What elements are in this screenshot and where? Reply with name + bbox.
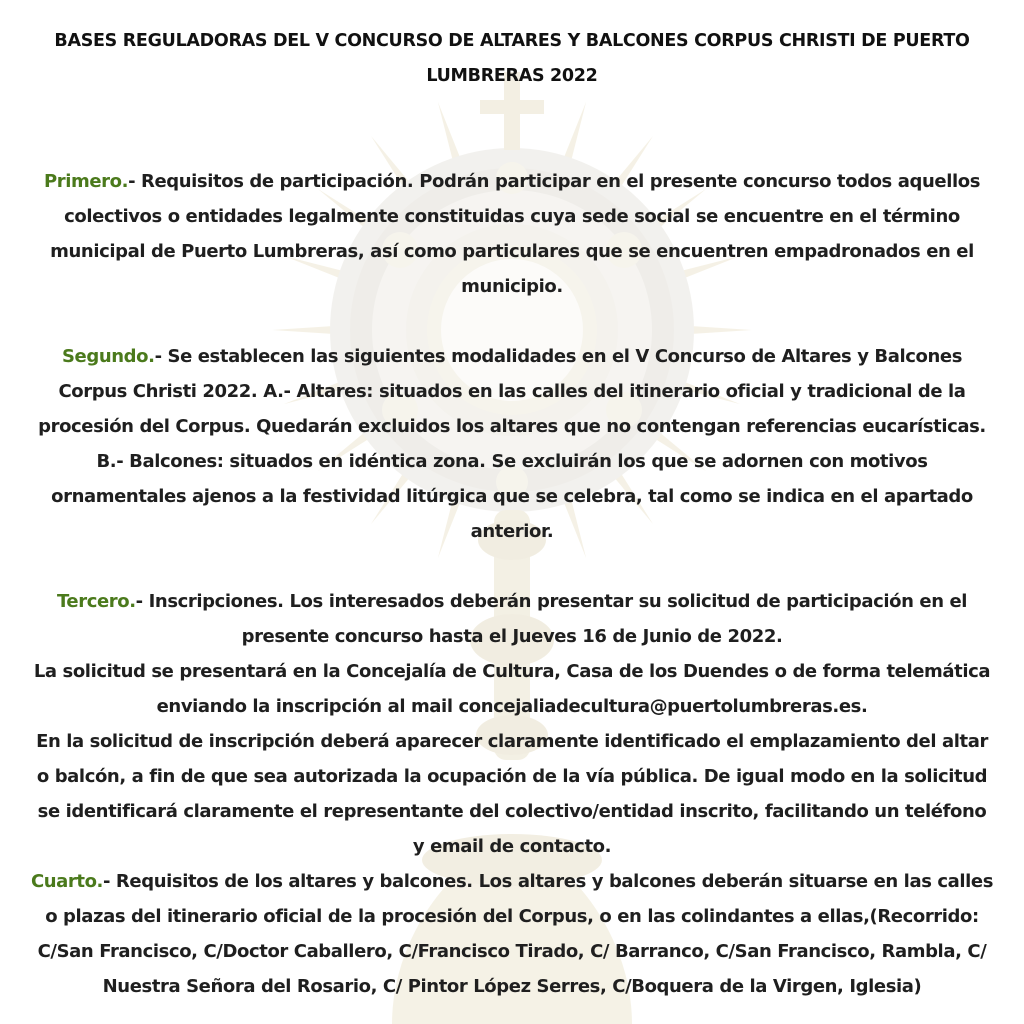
section-line: ornamentales ajenos a la festividad litúrgica que se celebra, tal como se indica en el apartado (51, 486, 973, 507)
section-line-text: - Inscripciones. Los interesados deberán presentar su solicitud de participación en el (135, 591, 968, 612)
section-tercero (22, 584, 1002, 864)
section-line: Nuestra Señora del Rosario, C/ Pintor López Serres, C/Boquera de la Virgen, Iglesia) (102, 976, 922, 997)
section-cuarto (22, 864, 1002, 1004)
section-line: y email de contacto. (412, 836, 612, 857)
section-line (22, 584, 1002, 619)
section-line: colectivos o entidades legalmente constituidas cuya sede social se encuentre en el término (64, 206, 960, 227)
section-line: o balcón, a fin de que sea autorizada la ocupación de la vía pública. De igual modo en la solicitud (36, 766, 988, 787)
section-keyword: Segundo. (61, 346, 155, 367)
title-line: BASES REGULADORAS DEL V CONCURSO DE ALTARES Y BALCONES CORPUS CHRISTI DE PUERTO (54, 31, 970, 51)
section-line: presente concurso hasta el Jueves 16 de Junio de 2022. (241, 626, 783, 647)
section-line: anterior. (470, 521, 554, 542)
document-title (22, 24, 1002, 94)
section-keyword: Primero. (43, 171, 129, 192)
section-line: En la solicitud de inscripción deberá aparecer claramente identificado el emplazamiento del altar (36, 731, 988, 752)
section-line (22, 339, 1002, 374)
section-line-text: - Se establecen las siguientes modalidades en el V Concurso de Altares y Balcones (154, 346, 963, 367)
section-keyword: Cuarto. (30, 871, 103, 892)
document-content (22, 24, 1002, 1004)
section-line-text: - Requisitos de los altares y balcones. Los altares y balcones deberán situarse en las calles (103, 871, 994, 892)
section-primero (22, 164, 1002, 304)
section-line (22, 864, 1002, 899)
section-line: se identificará claramente el representante del colectivo/entidad inscrito, facilitando un teléfono (37, 801, 987, 822)
section-line: Corpus Christi 2022. A.- Altares: situados en las calles del itinerario oficial y tradicional de la (58, 381, 966, 402)
section-line-text: - Requisitos de participación. Podrán participar en el presente concurso todos aquellos (128, 171, 981, 192)
title-line: LUMBRERAS 2022 (426, 66, 598, 86)
section-line: C/San Francisco, C/Doctor Caballero, C/Francisco Tirado, C/ Barranco, C/San Francisco, Rambla, C/ (37, 941, 987, 962)
section-segundo (22, 339, 1002, 549)
section-keyword: Tercero. (56, 591, 136, 612)
section-line (22, 164, 1002, 199)
section-line: municipal de Puerto Lumbreras, así como particulares que se encuentren empadronados en el (50, 241, 974, 262)
section-line: La solicitud se presentará en la Concejalía de Cultura, Casa de los Duendes o de forma telemática (33, 661, 991, 682)
section-line: municipio. (461, 276, 563, 297)
section-line: B.- Balcones: situados en idéntica zona. Se excluirán los que se adornen con motivos (96, 451, 928, 472)
section-line: procesión del Corpus. Quedarán excluidos los altares que no contengan referencias eucarísticas. (38, 416, 986, 437)
section-line: enviando la inscripción al mail concejaliadecultura@puertolumbreras.es. (156, 696, 868, 717)
section-line: o plazas del itinerario oficial de la procesión del Corpus, o en las colindantes a ellas,(Recorrido: (45, 906, 979, 927)
